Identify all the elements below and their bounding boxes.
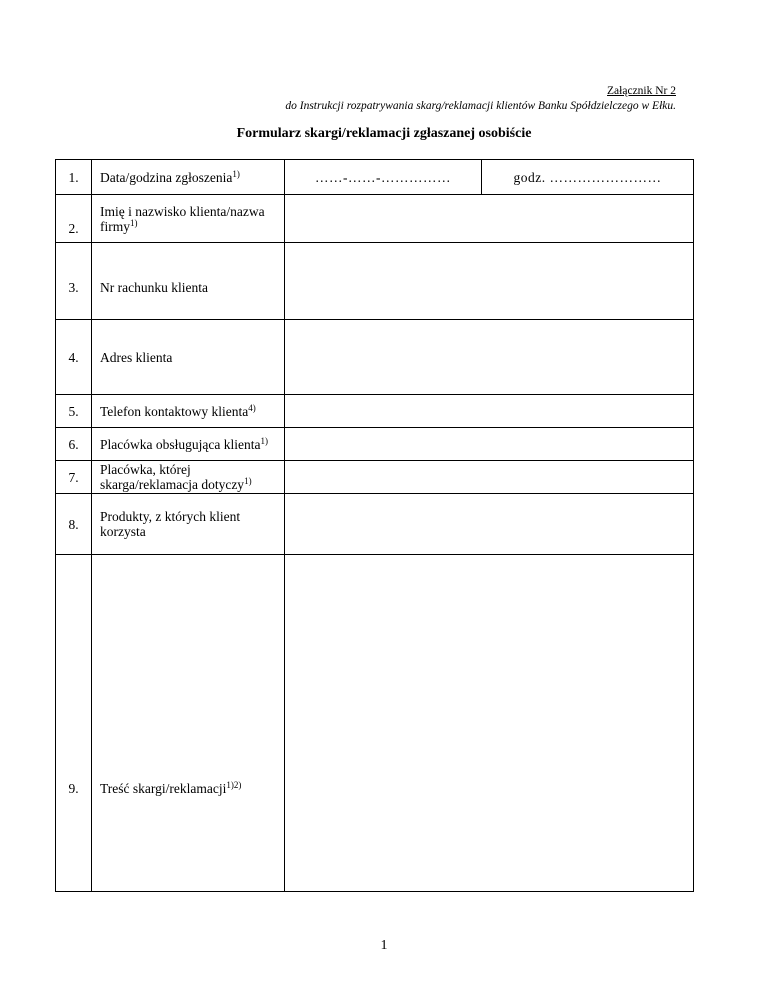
row-number: 8. [56, 494, 92, 555]
row-number: 4. [56, 320, 92, 395]
annex-label: Załącznik Nr 2 [607, 85, 676, 97]
instruction-reference: do Instrukcji rozpatrywania skarg/reklamacji klientów Banku Spółdzielczego w Ełku. [285, 100, 676, 112]
account-field[interactable] [285, 243, 694, 320]
form-title: Formularz skargi/reklamacji zgłaszanej osobiście [236, 126, 532, 141]
row-label-products: Produkty, z których klient korzysta [92, 494, 285, 555]
row-number: 9. [56, 555, 92, 892]
products-field[interactable] [285, 494, 694, 555]
form-row-phone [56, 395, 694, 428]
row-number: 7. [56, 461, 92, 494]
row-label-address: Adres klienta [92, 320, 285, 395]
form-row-address [56, 320, 694, 395]
row-number: 1. [56, 160, 92, 195]
concerned-branch-field[interactable] [285, 461, 694, 494]
row-label-account: Nr rachunku klienta [92, 243, 285, 320]
row-number: 6. [56, 428, 92, 461]
header [285, 84, 676, 114]
branch-field[interactable] [285, 428, 694, 461]
form-row-name [56, 195, 694, 243]
form-row-date [56, 160, 694, 195]
complaint-content-field[interactable] [285, 555, 694, 892]
row-label-branch: Placówka obsługująca klienta$^{1)}$ [92, 428, 285, 461]
row-label-date: Data/godzina zgłoszenia$^{1)}$ [92, 160, 285, 195]
row-label-complaint: Treść skargi/reklamacji$^{1)2)}$ [92, 555, 285, 892]
name-field[interactable] [285, 195, 694, 243]
date-field[interactable]: ……-……-…………… [285, 160, 482, 195]
form-row-concerned-branch [56, 461, 694, 494]
address-field[interactable] [285, 320, 694, 395]
row-number: 5. [56, 395, 92, 428]
form-row-products [56, 494, 694, 555]
row-label-phone: Telefon kontaktowy klienta$^{4)}$ [92, 395, 285, 428]
row-label-concerned-branch: Placówka, której skarga/reklamacja dotyczy$^{1)}$ [92, 461, 285, 494]
row-number: 2. [56, 195, 92, 243]
page-number: 1 [380, 938, 388, 953]
complaint-form-table [55, 159, 694, 892]
form-row-account [56, 243, 694, 320]
time-field[interactable]: godz. …………………… [482, 160, 694, 195]
phone-field[interactable] [285, 395, 694, 428]
form-row-complaint [56, 555, 694, 892]
form-row-branch [56, 428, 694, 461]
row-label-name: Imię i nazwisko klienta/nazwa firmy$^{1)}$ [92, 195, 285, 243]
row-number: 3. [56, 243, 92, 320]
